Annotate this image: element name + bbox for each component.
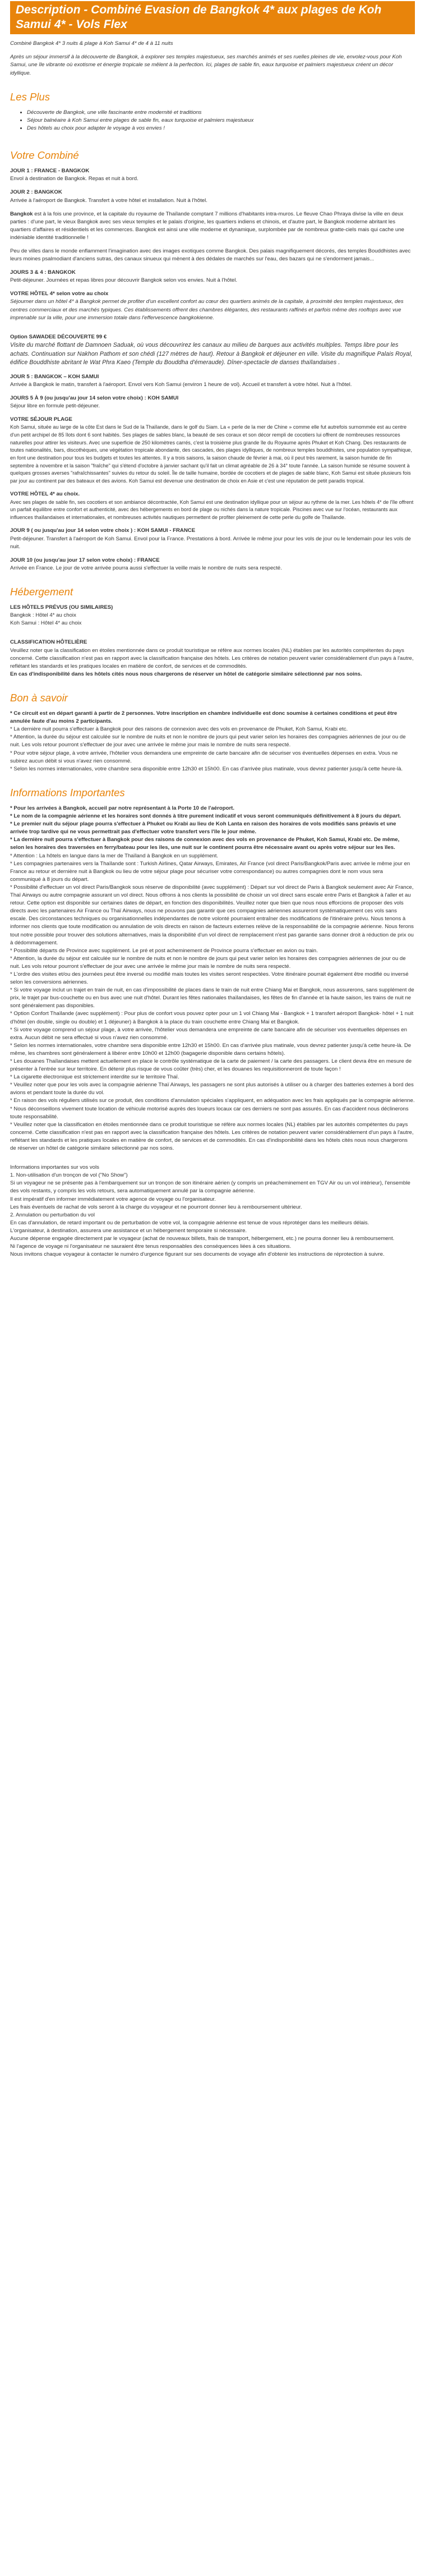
bangkok-text-2: Peu de villes dans le monde enflamment l'imagination avec des images exotiques comme Bangkok. Des palais magnifiquement décorés, des temples Bouddhistes avec leurs moines psalmodiant d'anciens sutras, des canaux sinueux qui mènent à des dédales de marchés sur l'eau, des bazars qui ne s'endorment jamais... <box>10 248 411 263</box>
flights-line: Aucune dépense engagée directement par le voyageur (achat de nouveaux billets, frais de transport, hébergement, etc.) ne pourra donner lieu à remboursement. <box>10 1235 395 1242</box>
hotel-text: Séjourner dans un hôtel 4* à Bangkok permet de profiter d'un excellent confort au cœur des quartiers animés de la capitale, à proximité des temples majestueux, des centres commerciaux et des marchés typiques. Ces établissements offrent des chambres élégantes, des restaurants raffinés et parfois même des rooftops avec vue imprenable sur la ville, pour une immersion totale dans l'effervescence bangkokienne. <box>10 299 404 321</box>
combine-heading: Votre Combiné <box>10 149 79 162</box>
flights-line: Il est impératif d'en informer immédiatement votre agence de voyage ou l'organisateur. <box>10 1196 216 1202</box>
day5-title: JOUR 5 : BANGKOK – KOH SAMUI <box>10 373 99 380</box>
flights-line: En cas d'annulation, de retard important ou de perturbation de votre vol, la compagnie aérienne est tenue de vous réprotéger dans les meilleurs délais. <box>10 1219 369 1226</box>
info-line: * Si votre voyage comprend un séjour plage, à votre arrivée, l'hôtelier vous demandera une empreinte de carte bancaire afin de sécuriser vos éventuelles dépenses en extra. Aucun débit ne sera effectué si vous n'avez rien consommé. <box>10 1026 407 1041</box>
day9-text: Petit-déjeuner. Transfert à l'aéroport de Koh Samui. Envol pour la France. Prestations à bord. Arrivée le même jour pour les vols de jour ou le lendemain pour les vols de nuit. <box>10 535 411 550</box>
option-title: Option SAWADEE DÉCOUVERTE 99 € <box>10 333 107 340</box>
bon-line: * Pour votre séjour plage, à votre arrivée, l'hôtelier vous demandera une empreinte de carte bancaire afin de sécuriser vos éventuelles dépenses en extra. Vous ne subirez aucun débit si vous n'avez rien consommé. <box>10 750 398 764</box>
bangkok-text <box>10 210 415 242</box>
info-line: * La cigarette électronique est strictement interdite sur le territoire Thaï. <box>10 1074 179 1081</box>
beach-title: VOTRE SÉJOUR PLAGE <box>10 416 72 423</box>
beach-text: Koh Samui, située au large de la côte Est dans le Sud de la Thaïlande, dans le golf du Siam. La « perle de la mer de Chine » comme elle fut autrefois surnommée est au centre d'un petit archipel de 85 îlots dont 6 sont habités. Ses plages de sables blanc, la beauté de ses coraux et son décor rempli de cocotiers lui offrent de nombreuses ressources naturelles pour attirer les visiteurs. Avec une superficie de 250 kilomètres carrés, c'est la troisième plus grande île du Royaume après Phuket et Koh Chang. Des restaurants de toutes nationalités, bars, discothèques, une végétation tropicale abondante, des cascades, des plages idylliques, de nombreux temples bouddhistes, une population sympathique, en font une destination pour tous les budgets et toutes les attentes. Il y a trois saisons, la saison chaude de février à mai, où il peut très rarement, la saison humide de fin septembre à novembre et la saison "fraîche" qui s'étend d'octobre à janvier sachant qu'il fait un climat agréable de 26 à 34° toute l'année. La saison humide se résume souvent à quelques grosses averses "rafraîchissantes" suivies du retour du soleil. Île de taille humaine, bordée de cocotiers et de plages de sable blanc, Koh Samui est située plusieurs fois par jour au continent par des bateaux et des avions. Koh Samui est devenue une destination de choix en Asie et c'est une réputation de petit paradis tropical. <box>10 424 412 484</box>
info-line: * Les douanes Thaïlandaises mettent actuellement en place le contrôle systématique de la carte de paiement / la carte des passagers. Le client devra être en mesure de présenter à l'entrée sur leur territoire. En détenir plus risque de vous coûter (très) cher, et les douanes les requisitionneront de toute façon ! <box>10 1058 412 1073</box>
lead-text: Combiné Bangkok 4* 3 nuits & plage à Koh Samui 4* de 4 à 11 nuits <box>10 40 173 47</box>
day9-title: JOUR 9 ( ou jusqu'au jour 14 selon votre choix ) : KOH SAMUI - FRANCE <box>10 527 196 534</box>
hotel-line-bangkok: Bangkok : Hôtel 4* au choix <box>10 612 76 619</box>
flights-line: L'organisateur, à destination, assurera une assistance et un hébergement temporaire si nécessaire. <box>10 1227 247 1234</box>
info-line: * Veuillez noter que la classification en étoiles mentionnée dans ce produit touristique se réfère aux normes locales (NL) établies par les autorités compétentes du pays concerné. Cette classification n'est pas en rapport avec la classification française des hôtels. Les critères de notation peuvent varier considérablement d'un pays à l'autre, reflétant les standards et les pratiques locales en matière de confort, de services et de commodités. En cas d'indisponibilité dans les hôtels cités nous nous chargerons de réserver un hôtel de catégorie similaire sélectionné par nos soins. <box>10 1121 414 1152</box>
info-bold-line: * Pour les arrivées à Bangkok, accueil par notre représentant à la Porte 10 de l'aéroport. <box>10 805 235 811</box>
day1-title: JOUR 1 : FRANCE - BANGKOK <box>10 168 90 175</box>
day2-text: Arrivée à l'aéroport de Bangkok. Transfert à votre hôtel et installation. Nuit à l'hôtel. <box>10 197 207 204</box>
bon-line: * Selon les normes internationales, votre chambre sera disponible entre 12h30 et 15h00. En cas d'arrivée plus matinale, vous devrez patienter jusqu'à cette heure-là. <box>10 765 403 772</box>
plus-list <box>10 109 415 132</box>
day1-text: Envol à destination de Bangkok. Repas et nuit à bord. <box>10 176 138 182</box>
classification-body: Veuillez noter que la classification en étoiles mentionnée dans ce produit touristique se réfère aux normes locales (NL) établies par les autorités compétentes du pays concerné. Cette classification n'est pas en rapport avec la classification française des hôtels. Les critères de notation peuvent varier considérablement d'un pays à l'autre, reflétant les standards et les pratiques locales en matière de confort, de services et de commodités. <box>10 647 414 669</box>
hotel-line-samui: Koh Samui : Hôtel 4* au choix <box>10 620 82 627</box>
hotel-title: VOTRE HÔTEL 4* selon votre au choix <box>10 291 109 297</box>
info-line: * Possibilité d'effectuer un vol direct Paris/Bangkok sous réserve de disponibilité (avec supplément) : Départ sur vol direct de Paris à Bangkok seulement avec Air France, Thaï Airways ou autre compagnie assurant un vol direct. Nous offrons à nos clients la possibilité de choisir un vol direct sans escale entre Paris et Bangkok à l'aller et au retour. Cette option est disponible sur certaines dates de départ, en fonction des disponibilités. Veuillez noter que bien que nous nous efforcions de proposer des vols directs avec les partenaires Air France ou Thaï Airways, nous ne pouvons pas garantir que ces compagnies aériennes assureront systématiquement ces vols sans escale. Des circonstances techniques ou organisationnelles indépendantes de notre volonté pourraient entraîner des modifications de l'itinéraire prévu. Nous tenons à informer nos clients que toute modification ou annulation de vols directs en raison de facteurs externes relève de la responsabilité de la compagnie aérienne. Nous ferons tout notre possible pour trouver des solutions alternatives, mais la disponibilité d'un vol direct de remplacement n'est pas garantie sans donner droit à réduction de prix ou à dédommagement. <box>10 884 414 946</box>
flights-title: Informations importantes sur vos vols <box>10 1164 99 1171</box>
day5-text: Arrivée à Bangkok le matin, transfert à l'aéroport. Envol vers Koh Samui (environ 1 heure de vol). Accueil et transfert à votre hôtel. Nuit à l'hôtel. <box>10 381 352 388</box>
bon-line: * Ce circuit est en départ garanti à partir de 2 personnes. Votre inscription en chambre individuelle est donc soumise à certaines conditions et peut être annulée faute d'au moins 2 participants. <box>10 710 398 725</box>
flights-line: Ni l'agence de voyage ni l'organisateur ne sauraient être tenus responsables des conséquences liées à ces situations. <box>10 1243 292 1250</box>
list-item: • Séjour balnéaire à Koh Samui entre plages de sable fin, eaux turquoise et palmiers majestueux <box>27 117 415 125</box>
info-line: * Possibilité départs de Province avec supplément. Le pré et post acheminement de Province pourra s'effectuer en avion ou train. <box>10 947 318 954</box>
classification-title: CLASSIFICATION HÔTELIÈRE <box>10 639 87 646</box>
flights-line: Nous invitons chaque voyageur à contacter le numéro d'urgence figurant sur ses documents de voyage afin d'obtenir les instructions de réprotection à suivre. <box>10 1251 385 1258</box>
day34-text: Petit-déjeuner. Journées et repas libres pour découvrir Bangkok selon vos envies. Nuit à l'hôtel. <box>10 277 237 284</box>
info-bold-line: * Le premier nuit du séjour plage pourra s'effectuer à Phuket ou Krabi au lieu de Koh Lanta en raison des horaires de vols modifiés sans préavis et une arrivée trop tardive qui ne vous permettrait pas d'effectuer votre transfert vers l'île le jour même. <box>10 821 396 835</box>
flights-line: Les frais éventuels de rachat de vols seront à la charge du voyageur et ne pourront donner lieu à remboursement ultérieur. <box>10 1204 302 1210</box>
list-item: • Des hôtels au choix pour adapter le voyage à vos envies ! <box>27 125 415 132</box>
info-bold-line: * La dernière nuit pourra s'effectuer à Bangkok pour des raisons de connexion avec des vols en provenance de Phuket, Koh Samui, Krabi etc. De même, selon les horaires des traversées en ferry/bateau pour les îles, une nuit sur le continent pourra être nécessaire avant ou après votre séjour sur les îles. <box>10 837 400 851</box>
info-line: * L'ordre des visites et/ou des journées peut être inversé ou modifié mais toutes les visites seront respectées. Votre itinéraire pourrait également être modifié ou inversé selon les conversions aériennes. <box>10 971 409 986</box>
classification-text <box>10 647 415 678</box>
intro-text: Après un séjour immersif à la découverte de Bangkok, à explorer ses temples majestueux, ses marchés animés et ses ruelles pleines de vie, envolez-vous pour Koh Samui, une île vibrante où exotisme et énergie tropicale se mêlent à la perfection. Ici, plages de sable fin, eaux turquoise et palmiers majestueux créent un décor idyllique. <box>10 54 402 76</box>
day59-text: Séjour libre en formule petit-déjeuner. <box>10 403 100 410</box>
info-line: * Option Confort Thaïlande (avec supplément) : Pour plus de confort vous pouvez opter pour un 1 vol Chiang Mai - Bangkok + 1 transfert aéroport Bangkok- hôtel + 1 nuit d'hôtel (en double, single ou double) et 1 déjeuner) à Bangkok à la place du train couchette entre Chiang Mai et Bangkok. <box>10 1011 414 1025</box>
hotel2-text: Avec ses plages de sable fin, ses cocotiers et son ambiance décontractée, Koh Samui est une destination idyllique pour un séjour au rythme de la mer. Les hôtels 4* de l'île offrent un parfait équilibre entre confort et authenticité, avec des hébergements en bord de plage ou nichés dans la nature tropicale. Piscines avec vue sur l'océan, restaurants aux influences thaïlandaises et internationales, et nombreuses activités nautiques permettent de profiter pleinement de cette perle du golfe de Thaïlande. <box>10 499 414 520</box>
info-line: * Veuillez noter que pour les vols avec la compagnie aérienne Thaï Airways, les passagers ne sont plus autorisés à utiliser ou à charger des batteries externes à bord des avions et pendant toute la durée du vol. <box>10 1082 414 1096</box>
info-line: * Nous déconseillons vivement toute location de véhicule motorisé auprès des loueurs locaux car ces derniers ne sont pas assurés. En cas d'accident nous déclinerons toute responsabilité. <box>10 1105 409 1120</box>
bon-line: * Attention, la durée du séjour est calculée sur le nombre de nuits et non le nombre de jours qui peut varier selon les horaires des compagnies aériennes de jour ou de nuit. Les vols retour pourront s'effectuer de jour avec une arrivée le même jour mais le nombre de nuits sera respecté. <box>10 734 406 749</box>
hebergement-heading: Hébergement <box>10 585 73 598</box>
day2-title: JOUR 2 : BANGKOK <box>10 189 62 196</box>
hotel2-title: VOTRE HÔTEL 4* au choix. <box>10 491 80 498</box>
day59-title: JOURS 5 À 9 (ou jusqu'au jour 14 selon votre choix) : KOH SAMUI <box>10 395 179 402</box>
option-text: Visite du marché flottant de Damnoen Saduak, où vous découvrirez les canaux au milieu de barques aux activités multiples. Temps libre pour les achats. Continuation sur Nakhon Pathom et son chédi (127 mètres de haut). Retour à Bangkok et déjeuner en ville. Visite du magnifique Palais Royal, édifice Bouddhiste abritant le Wat Phra Kaeo (Temple du Bouddha d'émeraude). Dîner-spectacle de danses thaïlandaises . <box>10 341 413 366</box>
plus-heading: Les Plus <box>10 90 50 103</box>
flights-line: 1. Non-utilisation d'un tronçon de vol ("No Show") <box>10 1172 128 1179</box>
flights-line: Si un voyageur ne se présente pas à l'embarquement sur un tronçon de son itinéraire aérien (y compris un préacheminement en TGV Air ou un vol intérieur), l'ensemble des vols restants, y compris les vols retours, sera automatiquement annulé par la compagnie aérienne. <box>10 1180 410 1195</box>
day34-title: JOURS 3 & 4 : BANGKOK <box>10 269 76 276</box>
day10-text: Arrivée en France. Le jour de votre arrivée pourra aussi s'effectuer la veille mais le nombre de nuits sera respecté. <box>10 564 282 571</box>
info-heading: Informations Importantes <box>10 786 125 798</box>
hotels-title: LES HÔTELS PRÉVUS (OU SIMILAIRES) <box>10 604 113 611</box>
page-title: Description - Combiné Evasion de Bangkok 4* aux plages de Koh Samui 4* - Vols Flex <box>10 1 415 34</box>
info-line: * Si votre voyage inclut un trajet en train de nuit, en cas d'impossibilité de places dans le train de nuit entre Chiang Mai et Bangkok, nous assurerons, sans supplément de prix, le trajet par bus-couchette ou en bus avec une nuit d'hôtel. Durant les fêtes nationales thaïlandaises, les fêtes de fin d'année et la haute saison, les trains de nuit ne sont généralement pas disponibles. <box>10 987 414 1009</box>
info-line: * Selon les normes internationales, votre chambre sera disponible entre 12h30 et 15h00. En cas d'arrivée plus matinale, vous devrez patienter jusqu'à cette heure-là. De même, les chambres sont généralement à libérer entre 10h00 et 12h00 (bagagerie disponible dans certains hôtels). <box>10 1042 412 1057</box>
info-line: * Attention : La hôtels en langue dans la mer de Thaïland à Bangkok en un supplément. <box>10 852 219 859</box>
info-bold-line: * Le nom de la compagnie aérienne et les horaires sont donnés à titre purement indicatif et vous seront communiqués définitivement à 8 jours du départ. <box>10 813 401 820</box>
bangkok-body: est à la fois une province, et la capitale du royaume de Thaïlande comptant 7 millions d'habitants intra-muros. Le fleuve Chao Phraya divise la ville en deux parties : d'une part, le vieux Bangkok avec ses vieux temples et le palais d'origine, les quartiers indiens et chinois, et d'autre part, le Bangkok moderne abritant les quartiers d'affaires et résidentiels et les commerces. Bangkok est ainsi une ville moderne et dynamique, surplombée par de nombreux gratte-ciels mais qui cache une indéniable identité traditionnelle ! <box>10 210 404 241</box>
list-item: • Découverte de Bangkok, une ville fascinante entre modernité et traditions <box>27 109 415 117</box>
bangkok-bold: Bangkok <box>10 210 33 217</box>
info-line: * En raison des vols réguliers utilisés sur ce produit, des conditions d'annulation spéciales s'appliquent, en adéquation avec les frais appliqués par la compagnie aérienne. <box>10 1098 415 1104</box>
bon-line: * La dernière nuit pourra s'effectuer à Bangkok pour des raisons de connexion avec des vols en provenance de Phuket, Koh Samui, Krabi etc. <box>10 726 348 733</box>
flights-line: 2. Annulation ou perturbation du vol <box>10 1211 95 1218</box>
info-line: * Les compagnies partenaires vers la Thaïlande sont : Turkish Airlines, Qatar Airways, Emirates, Air France (vol direct Paris/Bangkok/Paris avec arrivée le même jour en France au retour et dernière nuit à Bangkok ou lieu de votre séjour plage pour sécuriser votre correspondance) ou autres compagnies dont le nom vous sera communiqué à 8 jours du départ. <box>10 860 410 883</box>
info-line: * Attention, la durée du séjour est calculée sur le nombre de nuits et non le nombre de jours qui peut varier selon les horaires des compagnies aériennes de jour ou de nuit. Les vols retour pourront s'effectuer de jour avec une arrivée le même jour mais le nombre de nuits sera respecté. <box>10 955 406 970</box>
page <box>10 0 415 1259</box>
day10-title: JOUR 10 (ou jusqu'au jour 17 selon votre choix) : FRANCE <box>10 557 160 563</box>
classification-bold: En cas d'indisponibilité dans les hôtels cités nous nous chargerons de réserver un hôtel de catégorie similaire sélectionné par nos soins. <box>10 671 362 677</box>
bon-heading: Bon à savoir <box>10 691 68 704</box>
